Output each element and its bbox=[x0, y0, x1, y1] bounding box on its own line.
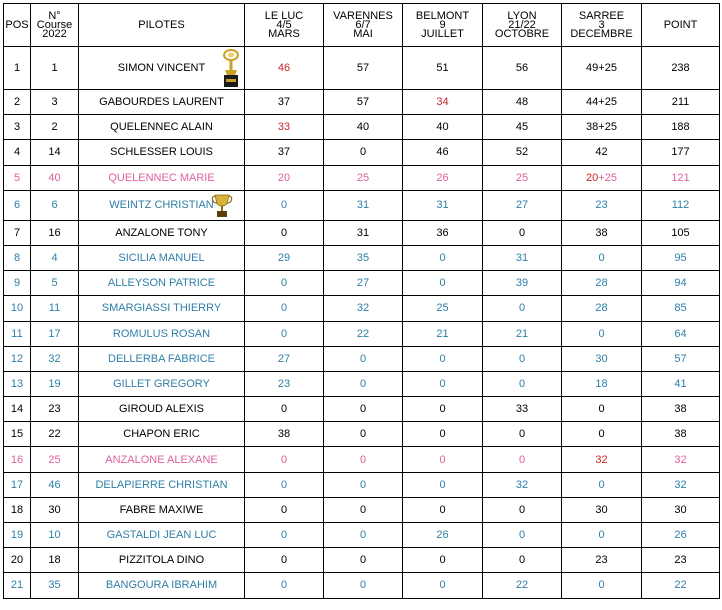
header-r5-line2: 3 bbox=[598, 18, 605, 31]
race-lyon-cell: 0 bbox=[483, 346, 562, 371]
race-varennes-cell: 57 bbox=[324, 90, 403, 115]
pos-cell: 21 bbox=[4, 573, 31, 598]
pos-cell: 13 bbox=[4, 371, 31, 396]
pilot-name: PIZZITOLA DINO bbox=[79, 548, 245, 573]
pos-cell: 1 bbox=[4, 47, 31, 90]
pos-cell: 16 bbox=[4, 447, 31, 472]
pos-cell: 10 bbox=[4, 296, 31, 321]
header-r4-line2: 21/22 bbox=[508, 18, 536, 31]
table-row bbox=[4, 422, 720, 447]
num-cell: 35 bbox=[31, 573, 79, 598]
header-r2-line3: MAI bbox=[353, 27, 373, 40]
pos-cell: 18 bbox=[4, 497, 31, 522]
header-r5-line1: SARREE bbox=[578, 9, 625, 22]
race-varennes-cell: 31 bbox=[324, 190, 403, 220]
race-sarree-cell: 38 bbox=[562, 220, 642, 245]
standings-table bbox=[3, 3, 720, 599]
header-r3-line1: BELMONT bbox=[415, 9, 470, 22]
num-cell: 25 bbox=[31, 447, 79, 472]
table-row bbox=[4, 472, 720, 497]
point-cell: 64 bbox=[642, 321, 720, 346]
race-sarree-base: 20 bbox=[586, 171, 599, 184]
race-varennes-cell: 0 bbox=[324, 447, 403, 472]
point-cell: 23 bbox=[642, 548, 720, 573]
header-r1-line1: LE LUC bbox=[264, 9, 304, 22]
pos-cell: 4 bbox=[4, 140, 31, 165]
race-lyon-cell: 39 bbox=[483, 271, 562, 296]
point-cell: 26 bbox=[642, 523, 720, 548]
point-cell: 41 bbox=[642, 371, 720, 396]
race-varennes-cell: 0 bbox=[324, 140, 403, 165]
race-belmont-cell: 0 bbox=[403, 497, 483, 522]
pilot-name: GASTALDI JEAN LUC bbox=[79, 523, 245, 548]
race-belmont-cell: 25 bbox=[403, 296, 483, 321]
race-sarree-cell: 0 bbox=[562, 472, 642, 497]
header-r2-line2: 6/7 bbox=[355, 18, 371, 31]
race-le-luc-cell: 0 bbox=[245, 321, 324, 346]
point-cell: 211 bbox=[642, 90, 720, 115]
pos-cell: 6 bbox=[4, 190, 31, 220]
table-row bbox=[4, 548, 720, 573]
race-lyon-cell: 45 bbox=[483, 115, 562, 140]
race-belmont-cell: 0 bbox=[403, 346, 483, 371]
header-r2-line1: VARENNES bbox=[333, 9, 393, 22]
race-le-luc-cell: 0 bbox=[245, 523, 324, 548]
pilot-name: BANGOURA IBRAHIM bbox=[79, 573, 245, 598]
race-sarree-cell: 0 bbox=[562, 245, 642, 270]
num-cell: 5 bbox=[31, 271, 79, 296]
race-sarree-cell bbox=[562, 165, 642, 190]
race-le-luc-cell: 37 bbox=[245, 90, 324, 115]
race-belmont-cell: 26 bbox=[403, 165, 483, 190]
race-sarree-cell: 28 bbox=[562, 271, 642, 296]
race-le-luc-cell: 0 bbox=[245, 447, 324, 472]
header-r4-line1: LYON bbox=[507, 9, 537, 22]
point-cell: 22 bbox=[642, 573, 720, 598]
race-le-luc-cell: 0 bbox=[245, 271, 324, 296]
header-num-line1: N° bbox=[48, 9, 61, 22]
race-belmont-cell: 0 bbox=[403, 271, 483, 296]
point-cell: 188 bbox=[642, 115, 720, 140]
point-cell: 94 bbox=[642, 271, 720, 296]
table-row bbox=[4, 115, 720, 140]
race-varennes-cell: 32 bbox=[324, 296, 403, 321]
pilot-name-cell bbox=[79, 47, 245, 90]
race-varennes-cell: 0 bbox=[324, 523, 403, 548]
race-varennes-cell: 0 bbox=[324, 422, 403, 447]
num-cell: 14 bbox=[31, 140, 79, 165]
table-row bbox=[4, 140, 720, 165]
pilot-name: ROMULUS ROSAN bbox=[79, 321, 245, 346]
race-lyon-cell: 56 bbox=[483, 47, 562, 90]
race-belmont-cell: 26 bbox=[403, 523, 483, 548]
point-cell: 112 bbox=[642, 190, 720, 220]
pilot-name-cell bbox=[79, 190, 245, 220]
race-belmont-cell: 0 bbox=[403, 397, 483, 422]
pilot-name: FABRE MAXIWE bbox=[79, 497, 245, 522]
race-belmont-cell: 0 bbox=[403, 548, 483, 573]
race-sarree-cell: 30 bbox=[562, 497, 642, 522]
race-varennes-cell: 0 bbox=[324, 573, 403, 598]
race-le-luc-cell: 0 bbox=[245, 220, 324, 245]
num-cell: 19 bbox=[31, 371, 79, 396]
race-sarree-cell: 0 bbox=[562, 422, 642, 447]
table-row bbox=[4, 371, 720, 396]
race-le-luc-cell: 0 bbox=[245, 472, 324, 497]
point-cell: 57 bbox=[642, 346, 720, 371]
race-belmont-cell: 34 bbox=[403, 90, 483, 115]
race-belmont-cell: 0 bbox=[403, 447, 483, 472]
race-belmont-cell: 36 bbox=[403, 220, 483, 245]
race-sarree-cell: 42 bbox=[562, 140, 642, 165]
header-pos: POS bbox=[4, 4, 31, 47]
race-belmont-cell: 0 bbox=[403, 573, 483, 598]
pilot-name: SIMON VINCENT bbox=[117, 62, 206, 74]
table-row bbox=[4, 397, 720, 422]
num-cell: 10 bbox=[31, 523, 79, 548]
race-sarree-cell: 23 bbox=[562, 190, 642, 220]
header-race-belmont bbox=[403, 4, 483, 47]
point-cell: 105 bbox=[642, 220, 720, 245]
race-le-luc-cell: 46 bbox=[245, 47, 324, 90]
header-r3-line2: 9 bbox=[439, 18, 446, 31]
point-cell: 38 bbox=[642, 422, 720, 447]
table-row bbox=[4, 47, 720, 90]
race-le-luc-cell: 0 bbox=[245, 190, 324, 220]
race-sarree-cell: 49+25 bbox=[562, 47, 642, 90]
header-race-sarree bbox=[562, 4, 642, 47]
race-belmont-cell: 40 bbox=[403, 115, 483, 140]
race-lyon-cell: 22 bbox=[483, 573, 562, 598]
point-cell: 32 bbox=[642, 447, 720, 472]
table-row bbox=[4, 245, 720, 270]
pos-cell: 17 bbox=[4, 472, 31, 497]
num-cell: 17 bbox=[31, 321, 79, 346]
race-sarree-cell: 18 bbox=[562, 371, 642, 396]
race-le-luc-cell: 27 bbox=[245, 346, 324, 371]
table-row bbox=[4, 165, 720, 190]
header-r4-line3: OCTOBRE bbox=[494, 27, 550, 40]
race-sarree-cell: 0 bbox=[562, 397, 642, 422]
race-lyon-cell: 0 bbox=[483, 447, 562, 472]
race-belmont-cell: 51 bbox=[403, 47, 483, 90]
num-cell: 2 bbox=[31, 115, 79, 140]
race-varennes-cell: 0 bbox=[324, 346, 403, 371]
race-sarree-cell: 0 bbox=[562, 523, 642, 548]
pos-cell: 20 bbox=[4, 548, 31, 573]
race-le-luc-cell: 0 bbox=[245, 573, 324, 598]
trophy-icon bbox=[220, 49, 242, 89]
pos-cell: 15 bbox=[4, 422, 31, 447]
race-sarree-cell: 0 bbox=[562, 321, 642, 346]
race-le-luc-cell: 0 bbox=[245, 397, 324, 422]
race-varennes-cell: 35 bbox=[324, 245, 403, 270]
num-cell: 11 bbox=[31, 296, 79, 321]
pilot-name: QUELENNEC ALAIN bbox=[79, 115, 245, 140]
race-varennes-cell: 57 bbox=[324, 47, 403, 90]
table-row bbox=[4, 497, 720, 522]
table-row bbox=[4, 573, 720, 598]
pilot-name: GIROUD ALEXIS bbox=[79, 397, 245, 422]
pilot-name: SMARGIASSI THIERRY bbox=[79, 296, 245, 321]
race-sarree-cell: 28 bbox=[562, 296, 642, 321]
table-row bbox=[4, 447, 720, 472]
point-cell: 121 bbox=[642, 165, 720, 190]
header-course-number bbox=[31, 4, 79, 47]
race-lyon-cell: 0 bbox=[483, 497, 562, 522]
table-row bbox=[4, 296, 720, 321]
num-cell: 6 bbox=[31, 190, 79, 220]
table-row bbox=[4, 271, 720, 296]
race-sarree-cell: 0 bbox=[562, 573, 642, 598]
race-belmont-cell: 0 bbox=[403, 371, 483, 396]
pilot-name: DELLERBA FABRICE bbox=[79, 346, 245, 371]
pilot-name: CHAPON ERIC bbox=[79, 422, 245, 447]
race-lyon-cell: 0 bbox=[483, 220, 562, 245]
num-cell: 22 bbox=[31, 422, 79, 447]
race-sarree-bonus: +25 bbox=[598, 171, 617, 184]
race-varennes-cell: 25 bbox=[324, 165, 403, 190]
race-lyon-cell: 31 bbox=[483, 245, 562, 270]
pos-cell: 8 bbox=[4, 245, 31, 270]
header-r1-line3: MARS bbox=[268, 27, 300, 40]
race-lyon-cell: 0 bbox=[483, 523, 562, 548]
point-cell: 95 bbox=[642, 245, 720, 270]
point-cell: 238 bbox=[642, 47, 720, 90]
pos-cell: 7 bbox=[4, 220, 31, 245]
race-lyon-cell: 25 bbox=[483, 165, 562, 190]
pilot-name: WEINTZ CHRISTIAN bbox=[109, 199, 214, 212]
header-r1-line2: 4/5 bbox=[276, 18, 292, 31]
table-row bbox=[4, 90, 720, 115]
num-cell: 16 bbox=[31, 220, 79, 245]
race-le-luc-cell: 0 bbox=[245, 497, 324, 522]
point-cell: 30 bbox=[642, 497, 720, 522]
header-race-varennes bbox=[324, 4, 403, 47]
table-row bbox=[4, 346, 720, 371]
race-le-luc-cell: 29 bbox=[245, 245, 324, 270]
num-cell: 40 bbox=[31, 165, 79, 190]
num-cell: 4 bbox=[31, 245, 79, 270]
point-cell: 32 bbox=[642, 472, 720, 497]
pos-cell: 3 bbox=[4, 115, 31, 140]
pilot-name: DELAPIERRE CHRISTIAN bbox=[79, 472, 245, 497]
header-num-line2: Course bbox=[36, 18, 73, 31]
pos-cell: 14 bbox=[4, 397, 31, 422]
header-num-line3: 2022 bbox=[42, 27, 67, 40]
pilot-name: QUELENNEC MARIE bbox=[79, 165, 245, 190]
header-pilotes: PILOTES bbox=[79, 4, 245, 47]
race-varennes-cell: 31 bbox=[324, 220, 403, 245]
table-row bbox=[4, 220, 720, 245]
pilot-name: ANZALONE TONY bbox=[79, 220, 245, 245]
race-sarree-cell: 38+25 bbox=[562, 115, 642, 140]
pilot-name: ANZALONE ALEXANE bbox=[79, 447, 245, 472]
race-belmont-cell: 0 bbox=[403, 422, 483, 447]
pos-cell: 2 bbox=[4, 90, 31, 115]
race-belmont-cell: 46 bbox=[403, 140, 483, 165]
pilot-name: SICILIA MANUEL bbox=[79, 245, 245, 270]
pilot-name: ALLEYSON PATRICE bbox=[79, 271, 245, 296]
race-lyon-cell: 48 bbox=[483, 90, 562, 115]
race-varennes-cell: 27 bbox=[324, 271, 403, 296]
race-belmont-cell: 0 bbox=[403, 472, 483, 497]
race-varennes-cell: 0 bbox=[324, 371, 403, 396]
race-le-luc-cell: 38 bbox=[245, 422, 324, 447]
race-lyon-cell: 0 bbox=[483, 371, 562, 396]
race-belmont-cell: 31 bbox=[403, 190, 483, 220]
num-cell: 32 bbox=[31, 346, 79, 371]
num-cell: 3 bbox=[31, 90, 79, 115]
point-cell: 38 bbox=[642, 397, 720, 422]
race-le-luc-cell: 20 bbox=[245, 165, 324, 190]
race-lyon-cell: 52 bbox=[483, 140, 562, 165]
point-cell: 85 bbox=[642, 296, 720, 321]
race-belmont-cell: 0 bbox=[403, 245, 483, 270]
table-row bbox=[4, 321, 720, 346]
header-r3-line3: JUILLET bbox=[421, 27, 464, 40]
race-le-luc-cell: 23 bbox=[245, 371, 324, 396]
table-row bbox=[4, 190, 720, 220]
header-r5-line3: DECEMBRE bbox=[570, 27, 633, 40]
race-varennes-cell: 40 bbox=[324, 115, 403, 140]
pilot-name: GABOURDES LAURENT bbox=[79, 90, 245, 115]
race-sarree-cell: 32 bbox=[562, 447, 642, 472]
race-lyon-cell: 0 bbox=[483, 548, 562, 573]
race-le-luc-cell: 0 bbox=[245, 548, 324, 573]
pos-cell: 12 bbox=[4, 346, 31, 371]
pilot-name: GILLET GREGORY bbox=[79, 371, 245, 396]
num-cell: 46 bbox=[31, 472, 79, 497]
race-lyon-cell: 32 bbox=[483, 472, 562, 497]
race-varennes-cell: 0 bbox=[324, 548, 403, 573]
point-cell: 177 bbox=[642, 140, 720, 165]
race-le-luc-cell: 33 bbox=[245, 115, 324, 140]
pos-cell: 9 bbox=[4, 271, 31, 296]
num-cell: 30 bbox=[31, 497, 79, 522]
header-race-lyon bbox=[483, 4, 562, 47]
race-sarree-cell: 23 bbox=[562, 548, 642, 573]
trophy-icon bbox=[210, 192, 234, 219]
pos-cell: 11 bbox=[4, 321, 31, 346]
race-sarree-cell: 30 bbox=[562, 346, 642, 371]
race-le-luc-cell: 0 bbox=[245, 296, 324, 321]
header-race-le-luc bbox=[245, 4, 324, 47]
race-sarree-cell: 44+25 bbox=[562, 90, 642, 115]
race-lyon-cell: 33 bbox=[483, 397, 562, 422]
num-cell: 18 bbox=[31, 548, 79, 573]
header-row bbox=[4, 4, 720, 47]
race-belmont-cell: 21 bbox=[403, 321, 483, 346]
pos-cell: 5 bbox=[4, 165, 31, 190]
race-lyon-cell: 0 bbox=[483, 422, 562, 447]
race-lyon-cell: 21 bbox=[483, 321, 562, 346]
race-varennes-cell: 0 bbox=[324, 397, 403, 422]
num-cell: 23 bbox=[31, 397, 79, 422]
race-le-luc-cell: 37 bbox=[245, 140, 324, 165]
race-varennes-cell: 0 bbox=[324, 472, 403, 497]
race-varennes-cell: 22 bbox=[324, 321, 403, 346]
header-point: POINT bbox=[642, 4, 720, 47]
table-row bbox=[4, 523, 720, 548]
pilot-name: SCHLESSER LOUIS bbox=[79, 140, 245, 165]
pos-cell: 19 bbox=[4, 523, 31, 548]
race-lyon-cell: 27 bbox=[483, 190, 562, 220]
num-cell: 1 bbox=[31, 47, 79, 90]
race-varennes-cell: 0 bbox=[324, 497, 403, 522]
race-lyon-cell: 0 bbox=[483, 296, 562, 321]
